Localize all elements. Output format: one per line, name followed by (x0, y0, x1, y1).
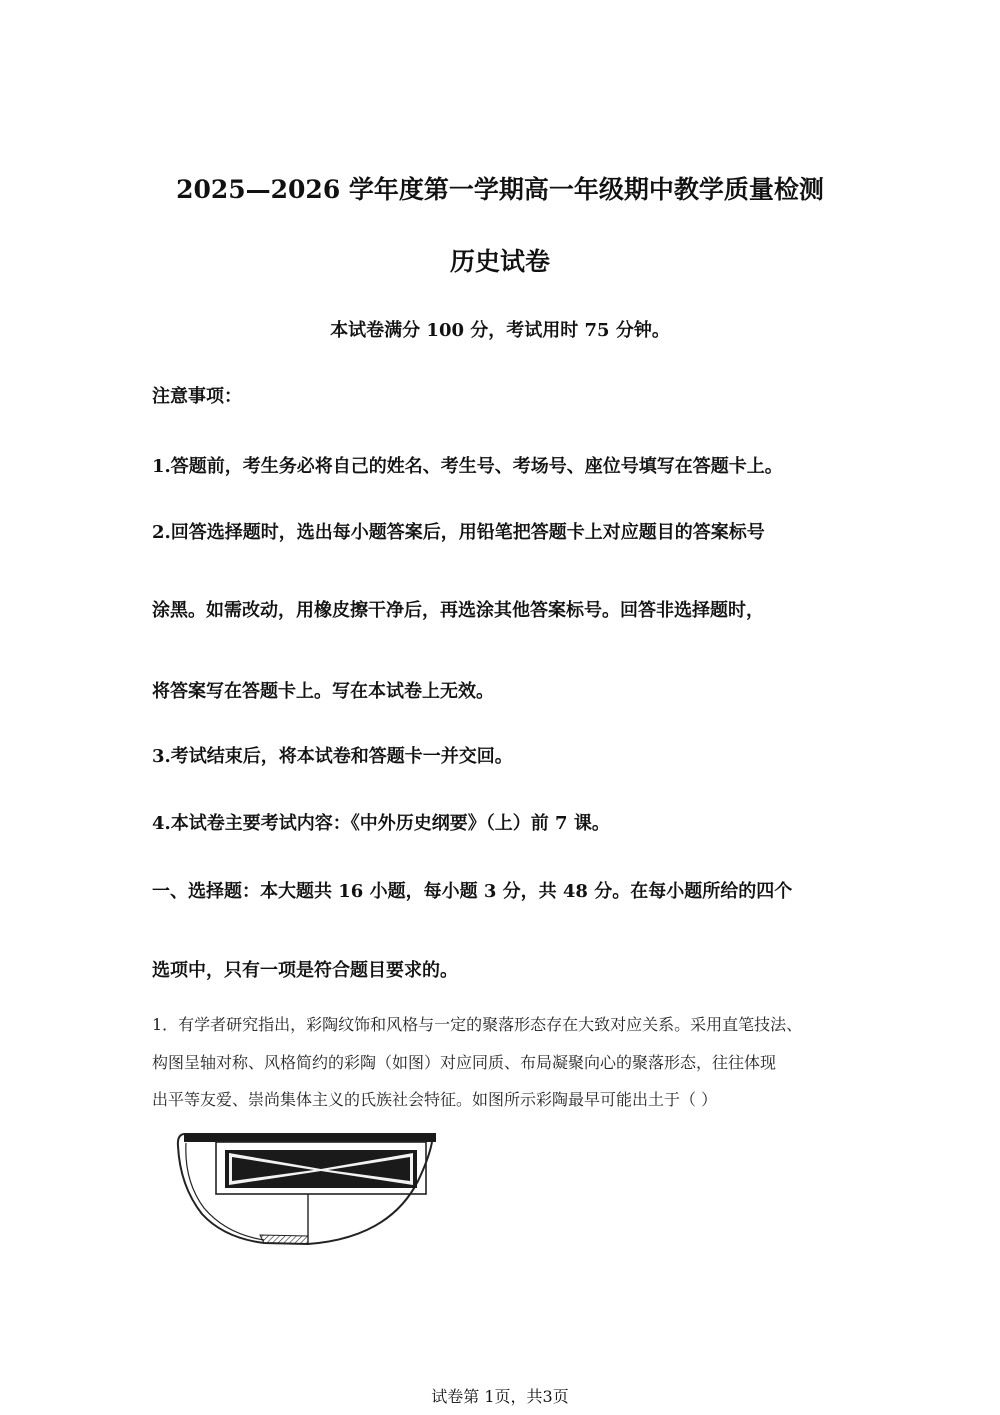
question-1-line-1: 1．有学者研究指出，彩陶纹饰和风格与一定的聚落形态存在大致对应关系。采用直笔技法、 (152, 1015, 803, 1034)
notice-item-4: 4.本试卷主要考试内容：《中外历史纲要》（上）前 7 课。 (152, 813, 610, 834)
notice-heading: 注意事项： (152, 386, 242, 407)
pottery-bowl-drawing (174, 1126, 442, 1250)
notice-item-3: 3.考试结束后，将本试卷和答题卡一并交回。 (152, 746, 513, 767)
pottery-bowl-figure (174, 1126, 442, 1254)
exam-title: 2025—2026 学年度第一学期高一年级期中教学质量检测 (176, 175, 824, 204)
exam-subject-title: 历史试卷 (449, 247, 550, 276)
section1-heading-cont: 选项中，只有一项是符合题目要求的。 (152, 960, 458, 981)
notice-item-2-cont: 涂黑。如需改动，用橡皮擦干净后，再选涂其他答案标号。回答非选择题时， (152, 600, 764, 621)
notice-item-2: 2.回答选择题时，选出每小题答案后，用铅笔把答题卡上对应题目的答案标号 (152, 522, 765, 543)
section1-heading: 一、选择题：本大题共 16 小题，每小题 3 分，共 48 分。在每小题所给的四个 (152, 881, 793, 902)
question-1-line-2: 构图呈轴对称、风格简约的彩陶（如图）对应同质、布局凝聚向心的聚落形态，往往体现 (152, 1053, 777, 1072)
page-number: 试卷第 1页，共3页 (431, 1387, 569, 1406)
notice-item-2-cont2: 将答案写在答题卡上。写在本试卷上无效。 (152, 681, 494, 702)
notice-item-1: 1.答题前，考生务必将自己的姓名、考生号、考场号、座位号填写在答题卡上。 (152, 456, 783, 477)
question-1-line-3: 出平等友爱、崇尚集体主义的氏族社会特征。如图所示彩陶最早可能出土于（ ） (152, 1090, 718, 1109)
exam-score-time: 本试卷满分 100 分，考试用时 75 分钟。 (330, 320, 670, 341)
